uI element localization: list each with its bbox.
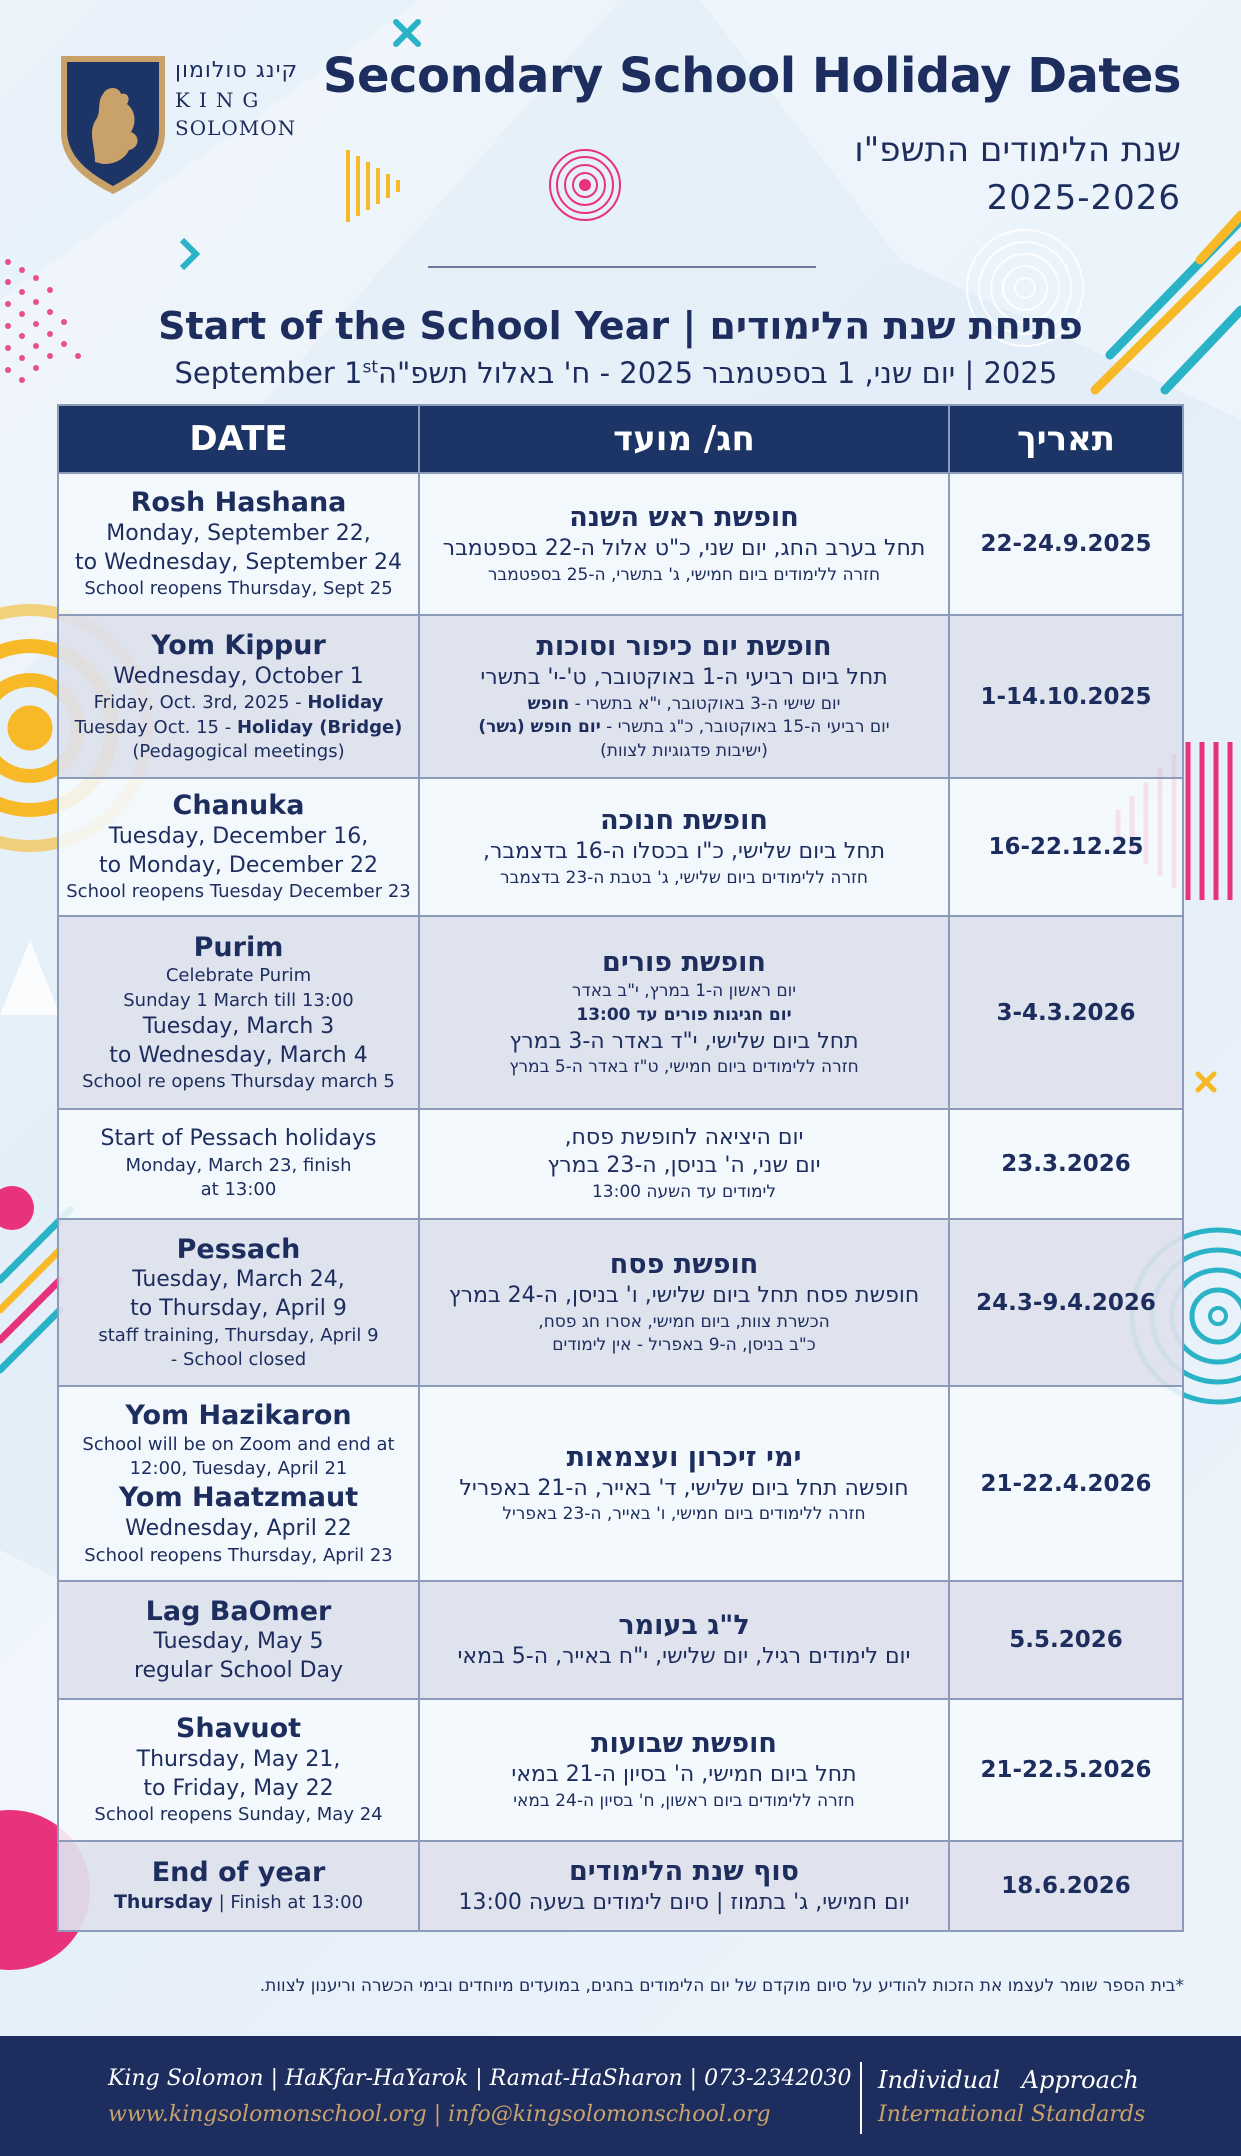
- cell-date-range: 22-24.9.2025: [949, 473, 1183, 615]
- cell-english-description: [58, 1699, 419, 1841]
- hebrew-line: [426, 1503, 942, 1527]
- hebrew-line: [426, 500, 942, 535]
- hebrew-line: [426, 1608, 942, 1643]
- hebrew-line-text: תחל ביום רביעי ה-1 באוקטובר, ט'-י' בתשרי: [480, 665, 888, 691]
- english-line: [65, 1348, 412, 1372]
- table-row: [58, 1581, 1183, 1699]
- hebrew-line-text: חזרה ללימודים ביום ראשון, ח' בסיון ה-24 במאי: [513, 1790, 855, 1811]
- english-line-text: regular School Day: [133, 1657, 344, 1683]
- english-line: [65, 1515, 412, 1544]
- english-line-text: Lag BaOmer: [145, 1595, 332, 1627]
- hebrew-line-text: חופשת יום כיפור וסוכות: [536, 630, 832, 662]
- english-line-text: Wednesday, April 22: [125, 1516, 352, 1542]
- hebrew-line: [426, 867, 942, 891]
- table-row: [58, 778, 1183, 916]
- cell-english-description: [58, 1386, 419, 1581]
- start-date-rest: 2025 | יום שני, 1 בספטמבר 2025 - ח' באלול תשפ"ה: [378, 356, 1067, 390]
- cell-hebrew-description: [419, 1581, 949, 1699]
- english-line-text: 12:00, Tuesday, April 21: [129, 1458, 348, 1480]
- hebrew-line-text: תחל בערב החג, יום שני, כ"ט אלול ה-22 בספטמבר: [442, 536, 926, 562]
- header-date-hebrew: תאריך: [949, 405, 1183, 473]
- english-line: [65, 852, 412, 881]
- cell-date-range: 1-14.10.2025: [949, 615, 1183, 778]
- hebrew-line-text: חזרה ללימודים ביום חמישי, ג' בתשרי, ה-25 בספטמבר: [487, 564, 881, 585]
- hebrew-line: [426, 1004, 942, 1028]
- english-line: [65, 823, 412, 852]
- hebrew-line: [426, 1334, 942, 1358]
- hebrew-line: [426, 803, 942, 838]
- english-line-text: School reopens Sunday, May 24: [94, 1804, 383, 1826]
- english-line: [65, 1544, 412, 1568]
- cell-hebrew-description: [419, 916, 949, 1109]
- english-line-text: to Monday, December 22: [99, 852, 378, 878]
- header-date: DATE: [58, 405, 419, 473]
- english-line-bold: Holiday: [307, 692, 384, 714]
- english-line-text: Thursday, May 21,: [136, 1747, 341, 1773]
- english-line-text: Monday, March 23, finish: [125, 1155, 352, 1176]
- english-line: [65, 663, 412, 692]
- english-line: [65, 1178, 412, 1202]
- english-line-text: Tuesday, March 24,: [132, 1267, 345, 1293]
- school-year-range: 2025-2026: [986, 178, 1181, 218]
- table-row: [58, 1219, 1183, 1386]
- hebrew-line: [426, 740, 942, 764]
- hebrew-line: [426, 664, 942, 693]
- hebrew-line: [426, 564, 942, 588]
- cell-hebrew-description: [419, 1386, 949, 1581]
- english-line-bold: Holiday (Bridge): [236, 716, 403, 738]
- footer-separator: [860, 2062, 862, 2134]
- english-line-text: Yom Haatzmaut: [118, 1482, 359, 1514]
- hebrew-line-text: יום שישי ה-3 באוקטובר, י"א בתשרי -: [569, 693, 841, 714]
- footer-approach: Individual Approach: [878, 2066, 1139, 2094]
- english-line-text: Yom Hazikaron: [125, 1400, 352, 1431]
- english-line: [65, 1595, 412, 1629]
- english-line: [65, 1154, 412, 1178]
- english-line-text: School re opens Thursday march 5: [82, 1071, 395, 1093]
- english-line-text: Friday, Oct. 3rd, 2025 -: [93, 692, 308, 714]
- hebrew-line: [426, 1028, 942, 1057]
- english-line: [65, 880, 412, 904]
- english-line-text: Rosh Hashana: [130, 487, 347, 519]
- cell-date-range: 16-22.12.25: [949, 778, 1183, 916]
- hebrew-line-text: יום ראשון ה-1 במרץ, י"ב באדר: [571, 981, 797, 1002]
- english-line: [65, 1324, 412, 1348]
- english-line: [65, 716, 412, 740]
- hebrew-line: [426, 1889, 942, 1918]
- logo-solomon-text: SOLOMON: [175, 116, 297, 140]
- hebrew-line-text: חזרה ללימודים ביום שלישי, ג' בטבת ה-23 בדצמבר: [499, 867, 869, 888]
- cell-date-range: 21-22.4.2026: [949, 1386, 1183, 1581]
- hebrew-line: [426, 1124, 942, 1153]
- english-line: [65, 1070, 412, 1094]
- english-line: [65, 1890, 412, 1916]
- start-date-ordinal: st: [362, 357, 378, 378]
- english-line-text: Shavuot: [175, 1713, 302, 1745]
- hebrew-line-text: יום לימודים רגיל, יום שלישי, י"ח באייר, ה-5 במאי: [457, 1644, 911, 1670]
- english-line-bold: Thursday: [113, 1891, 213, 1914]
- table-row: [58, 1386, 1183, 1581]
- english-line-text: Monday, September 22,: [106, 521, 371, 547]
- school-year-hebrew: שנת הלימודים התשפ"ו: [854, 130, 1181, 170]
- english-line: [65, 1433, 412, 1457]
- english-line: [65, 789, 412, 823]
- english-line-text: Yom Kippur: [151, 629, 326, 661]
- hebrew-line: [426, 1854, 942, 1889]
- table-row: [58, 1699, 1183, 1841]
- hebrew-line-text: חופשת ראש השנה: [569, 502, 799, 534]
- cell-english-description: [58, 1841, 419, 1931]
- hebrew-line-text: יום חמישי, ג' בתמוז | סיום לימודים בשעה 13:00: [458, 1890, 910, 1916]
- english-line-text: School reopens Tuesday December 23: [66, 881, 411, 903]
- logo-king-text: KING: [175, 88, 268, 112]
- english-line-text: - School closed: [170, 1348, 307, 1370]
- cell-english-description: [58, 1109, 419, 1219]
- english-line: [65, 1628, 412, 1657]
- english-line: [65, 1657, 412, 1686]
- hebrew-line-text: תחל ביום שלישי, י"ד באדר ה-3 במרץ: [509, 1028, 859, 1054]
- hebrew-line-text: הכשרת צוות, ביום חמישי, אסרו חג פסח,: [538, 1311, 830, 1332]
- english-line: [65, 1042, 412, 1071]
- hebrew-line: [426, 1726, 942, 1761]
- english-line-text: Start of Pessach holidays: [100, 1126, 377, 1152]
- hebrew-line: [426, 1247, 942, 1282]
- english-line-text: Tuesday, March 3: [142, 1013, 335, 1039]
- hebrew-line-text: יום היציאה לחופשת פסח,: [564, 1124, 804, 1150]
- english-line-text: Sunday 1 March till 13:00: [123, 989, 354, 1011]
- cell-english-description: [58, 1581, 419, 1699]
- footer-address: King Solomon | HaKfar-HaYarok | Ramat-HaSharon | 073-2342030: [108, 2066, 852, 2091]
- hebrew-line-text: חופשת פסח: [609, 1248, 759, 1280]
- cell-english-description: [58, 615, 419, 778]
- english-line-text: | Finish at 13:00: [212, 1892, 364, 1914]
- english-line: [65, 1856, 412, 1890]
- table-row: [58, 1109, 1183, 1219]
- english-line: [65, 1125, 412, 1154]
- english-line: [65, 740, 412, 764]
- header-holiday-hebrew: חג/ מועד: [419, 405, 949, 473]
- english-line-text: at 13:00: [200, 1179, 277, 1201]
- english-line-text: School will be on Zoom and end at: [82, 1433, 395, 1455]
- english-line: [65, 577, 412, 601]
- title-divider: [428, 266, 816, 268]
- start-date-prefix: September 1: [174, 356, 363, 390]
- english-line: [65, 931, 412, 965]
- english-line: [65, 1013, 412, 1042]
- english-line-text: to Friday, May 22: [143, 1775, 334, 1801]
- hebrew-line-text: חופשה תחל ביום שלישי, ד' באייר, ה-21 באפריל: [459, 1475, 909, 1501]
- cell-hebrew-description: [419, 1841, 949, 1931]
- english-line: [65, 1457, 412, 1481]
- table-row: [58, 1841, 1183, 1931]
- cell-hebrew-description: [419, 1699, 949, 1841]
- english-line-text: Wednesday, October 1: [113, 663, 364, 689]
- table-body: [58, 473, 1183, 1931]
- hebrew-line-text: ימי זיכרון ועצמאות: [566, 1441, 802, 1473]
- hebrew-line: [426, 1152, 942, 1181]
- hebrew-line: [426, 1643, 942, 1672]
- hebrew-line-text: תחל ביום שלישי, כ"ו בכסלו ה-16 בדצמבר,: [482, 839, 886, 865]
- english-line: [65, 964, 412, 988]
- hebrew-line-bold: חופש: [527, 693, 570, 714]
- hebrew-line: [426, 716, 942, 740]
- cell-english-description: [58, 778, 419, 916]
- english-line-text: to Wednesday, March 4: [109, 1042, 368, 1068]
- hebrew-line: [426, 1181, 942, 1205]
- english-line-text: Pessach: [176, 1233, 301, 1265]
- cell-hebrew-description: [419, 473, 949, 615]
- english-line: [65, 1233, 412, 1267]
- cell-english-description: [58, 1219, 419, 1386]
- hebrew-line-bold: יום חגיגות פורים עד 13:00: [576, 1004, 792, 1025]
- hebrew-line: [426, 693, 942, 717]
- hebrew-line: [426, 838, 942, 867]
- cell-hebrew-description: [419, 615, 949, 778]
- english-line: [65, 486, 412, 520]
- hebrew-line: [426, 1311, 942, 1335]
- footnote: *בית הספר שומר לעצמו את הזכות להודיע על סיום מוקדם של יום הלימודים בחגים, במועדים מיוחדים ובימי הכשרה וריענון לצוות.: [259, 1976, 1184, 1996]
- cell-hebrew-description: [419, 1109, 949, 1219]
- hebrew-line-bold: יום חופש (גשר): [478, 717, 601, 738]
- cell-date-range: 3-4.3.2026: [949, 916, 1183, 1109]
- english-line: [65, 1481, 412, 1515]
- english-line: [65, 629, 412, 663]
- page-title: Secondary School Holiday Dates: [322, 48, 1181, 104]
- school-year-start-heading: Start of the School Year | פתיחת שנת הלימודים: [158, 304, 1083, 348]
- cell-date-range: 23.3.2026: [949, 1109, 1183, 1219]
- cell-hebrew-description: [419, 1219, 949, 1386]
- hebrew-line-text: חזרה ללימודים ביום חמישי, ט"ז באדר ה-5 במרץ: [509, 1057, 859, 1078]
- table-header-row: [58, 405, 1183, 473]
- footer-website-email: www.kingsolomonschool.org | info@kingsolomonschool.org: [108, 2102, 771, 2127]
- hebrew-line-text: חופשת פסח תחל ביום שלישי, ו' בניסן, ה-24 במרץ: [448, 1282, 920, 1308]
- hebrew-line: [426, 535, 942, 564]
- english-line-text: staff training, Thursday, April 9: [98, 1324, 379, 1346]
- english-line-text: Tuesday Oct. 15 -: [74, 716, 237, 738]
- hebrew-line-text: תחל ביום חמישי, ה' בסיון ה-21 במאי: [511, 1762, 857, 1788]
- english-line-text: (Pedagogical meetings): [132, 740, 345, 762]
- cell-date-range: 24.3-9.4.2026: [949, 1219, 1183, 1386]
- hebrew-line: [426, 1790, 942, 1814]
- english-line: [65, 1803, 412, 1827]
- table-row: [58, 916, 1183, 1109]
- english-line: [65, 1775, 412, 1804]
- hebrew-line-text: חופשת חנוכה: [600, 805, 768, 837]
- english-line-text: to Wednesday, September 24: [74, 549, 403, 575]
- school-year-start-date: [0, 356, 1241, 390]
- english-line-text: Tuesday, December 16,: [108, 824, 369, 850]
- hebrew-line: [426, 1282, 942, 1311]
- english-line-text: Celebrate Purim: [165, 965, 312, 987]
- footer-standards: International Standards: [878, 2102, 1146, 2127]
- hebrew-line: [426, 945, 942, 980]
- hebrew-line-text: חופשת פורים: [602, 946, 766, 978]
- hebrew-line: [426, 629, 942, 664]
- cell-date-range: 5.5.2026: [949, 1581, 1183, 1699]
- hebrew-line: [426, 1440, 942, 1475]
- english-line: [65, 520, 412, 549]
- english-line-text: End of year: [151, 1857, 326, 1889]
- english-line-text: Purim: [193, 931, 284, 963]
- english-line-text: School reopens Thursday, Sept 25: [84, 578, 393, 600]
- cell-hebrew-description: [419, 778, 949, 916]
- english-line: [65, 1746, 412, 1775]
- english-line: [65, 1399, 412, 1433]
- hebrew-line-text: יום רביעי ה-15 באוקטובר, כ"ג בתשרי -: [600, 717, 890, 738]
- hebrew-line-text: לימודים עד השעה 13:00: [591, 1181, 777, 1202]
- lion-crest-logo-icon: [57, 52, 169, 196]
- holiday-schedule-table: [57, 404, 1184, 1932]
- english-line-text: to Thursday, April 9: [130, 1296, 347, 1322]
- table-row: [58, 473, 1183, 615]
- table-row: [58, 615, 1183, 778]
- hebrew-line-text: כ"ב בניסן, ה-9 באפריל - אין לימודים: [552, 1335, 816, 1356]
- english-line: [65, 1295, 412, 1324]
- hebrew-line: [426, 1475, 942, 1504]
- cell-date-range: 21-22.5.2026: [949, 1699, 1183, 1841]
- english-line: [65, 1266, 412, 1295]
- english-line: [65, 549, 412, 578]
- hebrew-line-text: ל"ג בעומר: [618, 1610, 750, 1642]
- hebrew-line-text: חזרה ללימודים ביום חמישי, ו' באייר, ה-23 באפריל: [502, 1504, 866, 1525]
- hebrew-line: [426, 980, 942, 1004]
- hebrew-line-text: חופשת שבועות: [591, 1728, 777, 1760]
- english-line-text: School reopens Thursday, April 23: [84, 1544, 393, 1566]
- cell-english-description: [58, 916, 419, 1109]
- hebrew-line-text: יום שני, ה' בניסן, ה-23 במרץ: [547, 1153, 821, 1179]
- english-line-text: Tuesday, May 5: [153, 1629, 324, 1655]
- english-line: [65, 989, 412, 1013]
- english-line: [65, 1712, 412, 1746]
- cell-date-range: 18.6.2026: [949, 1841, 1183, 1931]
- english-line-text: Chanuka: [172, 790, 305, 822]
- english-line: [65, 691, 412, 715]
- cell-english-description: [58, 473, 419, 615]
- footer-bar: [0, 2036, 1241, 2156]
- hebrew-line-text: (ישיבות פדגוגיות לצוות): [600, 741, 768, 762]
- hebrew-line: [426, 1056, 942, 1080]
- hebrew-line-text: סוף שנת הלימודים: [568, 1856, 800, 1888]
- hebrew-line: [426, 1761, 942, 1790]
- logo-hebrew-name: קינג סולומון: [175, 58, 299, 83]
